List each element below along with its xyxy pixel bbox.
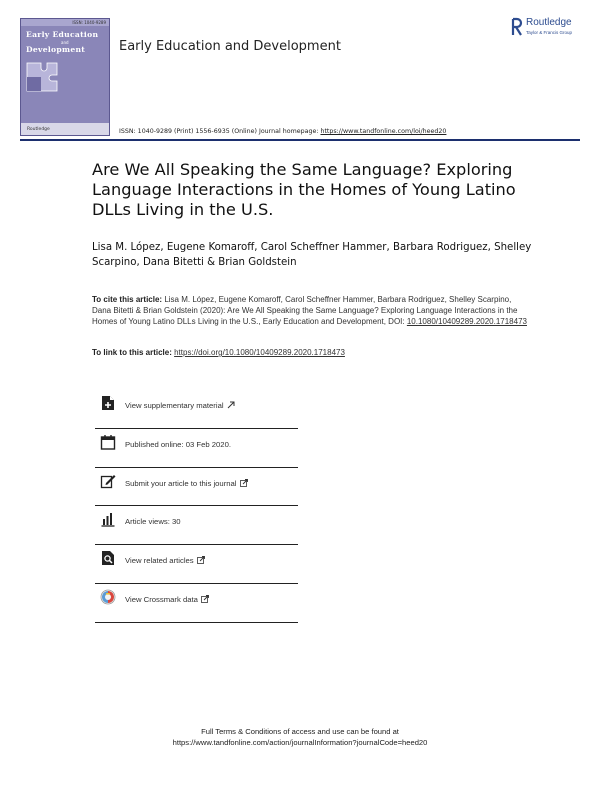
link-label: To link to this article: <box>92 348 175 357</box>
related-row[interactable] <box>95 545 298 584</box>
views-label: Article views: 30 <box>125 517 181 527</box>
publisher-logo[interactable] <box>511 17 591 41</box>
article-link-line <box>92 348 345 357</box>
publisher-tagline: Taylor & Francis Group <box>526 30 573 35</box>
journal-cover <box>20 18 110 136</box>
bar-chart-icon <box>100 511 116 527</box>
puzzle-illustration <box>23 59 63 95</box>
crossmark-label <box>125 595 209 604</box>
cover-issn: ISSN: 1040-9289 <box>72 20 106 25</box>
article-actions-panel <box>95 390 298 623</box>
cite-text: Lisa M. López, Eugene Komaroff, Carol Scheffner Hammer, Barbara Rodriguez, Shelley Scarpino, Dana Bitetti & Brian Goldstein (2020): Are We All Speaking the Same Language? Exploring Language Interactions in the Homes of Young Latino DLLs Living in the U.S., Early Education and Development, DOI: <box>92 295 518 327</box>
cite-label: To cite this article: <box>92 295 165 304</box>
calendar-icon <box>100 434 116 450</box>
crossmark-text: View Crossmark data <box>125 594 198 604</box>
supplementary-row[interactable] <box>95 390 298 429</box>
search-document-icon <box>100 550 116 566</box>
article-title: Are We All Speaking the Same Language? Exploring Language Interactions in the Homes of Young Latino DLLs Living in the U.S. <box>92 160 516 219</box>
submit-text: Submit your article to this journal <box>125 478 237 488</box>
citation-block <box>92 294 532 328</box>
journal-title: Early Education and Development <box>119 39 341 54</box>
article-authors: Lisa M. López, Eugene Komaroff, Carol Scheffner Hammer, Barbara Rodriguez, Shelley Scarpino, Dana Bitetti & Brian Goldstein <box>92 242 532 268</box>
published-label: Published online: 03 Feb 2020. <box>125 439 231 449</box>
external-link-icon <box>201 595 209 603</box>
cover-title-and: and <box>61 40 69 45</box>
footer-terms-link[interactable]: https://www.tandfonline.com/action/journalInformation?journalCode=heed20 <box>172 738 428 748</box>
page-footer <box>0 726 600 749</box>
cover-title-line2: Development <box>26 45 86 54</box>
related-text: View related articles <box>125 556 194 566</box>
external-link-icon <box>227 401 235 409</box>
views-row <box>95 506 298 545</box>
publisher-name: Routledge <box>526 17 572 28</box>
header-rule <box>20 139 580 141</box>
article-link[interactable]: https://doi.org/10.1080/10409289.2020.1718473 <box>174 348 345 357</box>
published-row <box>95 429 298 468</box>
crossmark-icon <box>100 589 116 605</box>
crossmark-row[interactable] <box>95 584 298 623</box>
doi-link[interactable]: 10.1080/10409289.2020.1718473 <box>406 317 527 327</box>
related-label <box>125 556 205 565</box>
issn-line <box>119 128 446 135</box>
footer-terms: Full Terms & Conditions of access and use can be found at <box>201 727 399 736</box>
cover-publisher-mark: Routledge <box>27 127 50 132</box>
edit-icon <box>100 473 116 489</box>
routledge-r-icon <box>511 17 523 37</box>
submit-row[interactable] <box>95 468 298 507</box>
external-link-icon <box>197 556 205 564</box>
plus-document-icon <box>100 395 116 411</box>
supplementary-label <box>125 401 235 410</box>
journal-homepage-link[interactable]: https://www.tandfonline.com/loi/heed20 <box>320 128 447 135</box>
cover-title-line1: Early Education <box>26 30 99 39</box>
submit-label <box>125 479 248 488</box>
external-link-icon <box>240 479 248 487</box>
issn-text: ISSN: 1040-9289 (Print) 1556-6935 (Online) Journal homepage: <box>119 128 321 135</box>
supplementary-text: View supplementary material <box>125 401 224 410</box>
